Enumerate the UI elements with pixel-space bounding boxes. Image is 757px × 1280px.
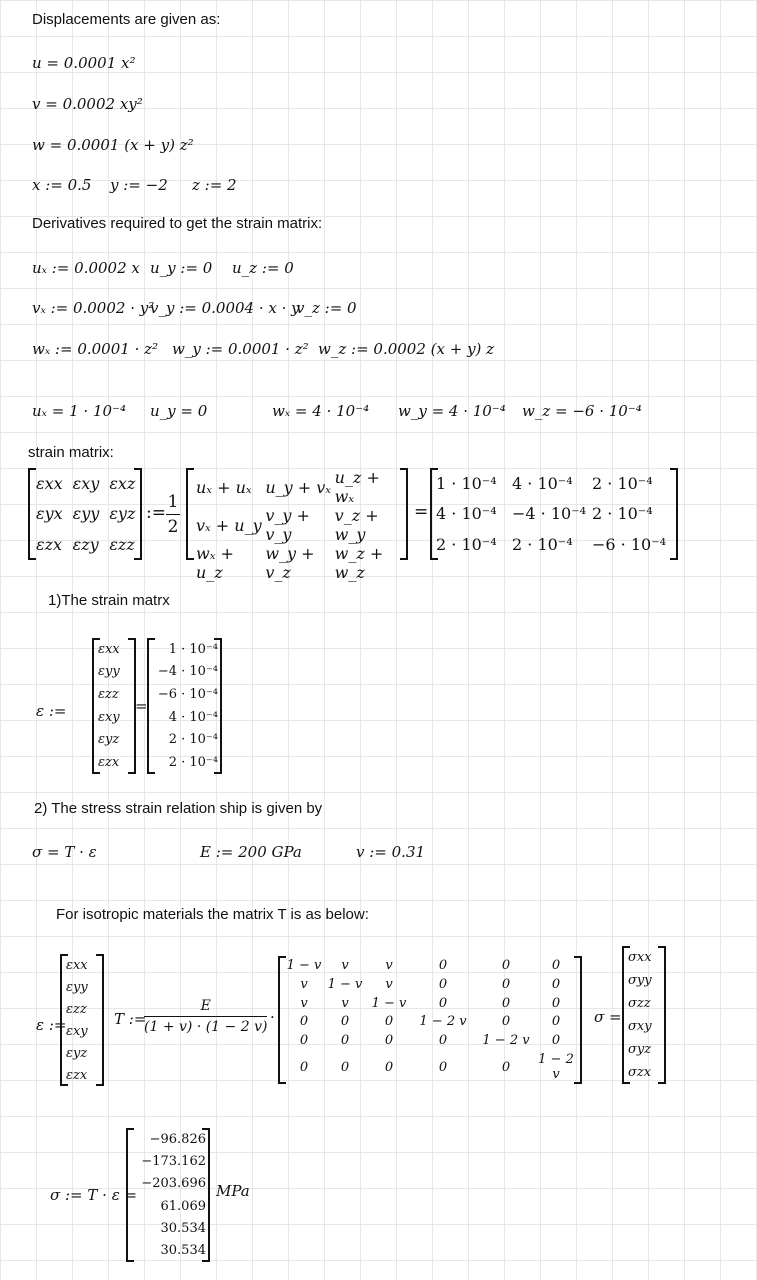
poisson-ratio: v := 0.31 <box>356 843 426 861</box>
bracket <box>202 1128 210 1262</box>
deriv-wx: wₓ := 0.0001 · z² <box>32 340 159 358</box>
eval-wz: w_z = −6 · 10⁻⁴ <box>522 402 642 420</box>
val-y: y := −2 <box>110 176 168 194</box>
vector-cell: 2 · 10⁻⁴ <box>168 755 218 771</box>
assign-operator: := <box>146 503 166 523</box>
vector-cell: εyy <box>66 979 88 995</box>
eval-uy: u_y = 0 <box>150 402 208 420</box>
eps-vector-2 <box>66 954 100 1086</box>
matrix-cell: εxx <box>36 473 63 493</box>
matrix-cell: 0 <box>551 995 561 1011</box>
matrix-cell: 1 · 10⁻⁴ <box>436 473 497 493</box>
matrix-cell: v <box>385 957 393 973</box>
bracket <box>658 946 666 1084</box>
vector-cell: 4 · 10⁻⁴ <box>168 709 218 725</box>
T-num: E <box>200 998 211 1014</box>
vector-cell: 2 · 10⁻⁴ <box>168 732 218 748</box>
matrix-cell: v <box>300 995 308 1011</box>
bracket <box>214 638 222 774</box>
vector-cell: −4 · 10⁻⁴ <box>157 664 218 680</box>
matrix-cell: εxz <box>109 473 136 493</box>
matrix-cell: v <box>341 995 349 1011</box>
eps-def-2: ε := <box>36 1016 67 1034</box>
vector-cell: 1 · 10⁻⁴ <box>168 641 218 657</box>
eps-values <box>152 638 218 774</box>
disp-w: w = 0.0001 (x + y) z² <box>32 136 194 154</box>
vector-cell: −203.696 <box>141 1176 206 1192</box>
matrix-cell: −6 · 10⁻⁴ <box>592 535 667 555</box>
vector-cell: σzz <box>628 996 651 1011</box>
matrix-cell: εyz <box>109 504 136 524</box>
matrix-cell: u_z + wₓ <box>334 468 380 506</box>
equals-sign: = <box>135 697 148 715</box>
heading-displacements: Displacements are given as: <box>32 11 221 28</box>
T-def: T := <box>114 1010 147 1028</box>
matrix-cell: v <box>385 976 393 992</box>
bracket <box>400 468 408 560</box>
val-x: x := 0.5 <box>32 176 92 194</box>
deriv-uz: u_z := 0 <box>232 259 294 277</box>
strain-result-matrix <box>436 468 672 560</box>
matrix-cell: 4 · 10⁻⁴ <box>436 504 497 524</box>
matrix-cell: εxy <box>72 473 100 493</box>
bracket <box>670 468 678 560</box>
matrix-cell: 2 · 10⁻⁴ <box>512 535 573 555</box>
eps-vector <box>98 638 132 774</box>
matrix-cell: εyy <box>72 504 100 524</box>
matrix-cell: εzy <box>72 535 99 555</box>
sigma-vector <box>628 946 662 1084</box>
deriv-uy: u_y := 0 <box>150 259 213 277</box>
fraction-line <box>166 514 180 515</box>
vector-cell: εxx <box>98 641 120 657</box>
val-z: z := 2 <box>192 176 237 194</box>
matrix-cell: 0 <box>501 1059 511 1075</box>
half-den: 2 <box>167 517 179 537</box>
matrix-cell: 0 <box>438 976 448 992</box>
sigma-relation: σ = T · ε <box>32 843 97 861</box>
matrix-cell: 0 <box>384 1033 394 1049</box>
matrix-cell: 1 − 2 v <box>538 1052 574 1083</box>
matrix-cell: 0 <box>551 976 561 992</box>
sigma-values <box>132 1128 206 1262</box>
matrix-cell: 0 <box>501 995 511 1011</box>
matrix-cell: w_y + v_z <box>265 544 315 582</box>
vector-cell: 30.534 <box>160 1220 206 1236</box>
matrix-cell: uₓ + uₓ <box>196 477 252 497</box>
heading-derivatives: Derivatives required to get the strain matrix: <box>32 215 323 232</box>
matrix-cell: 0 <box>438 995 448 1011</box>
matrix-cell: vₓ + u_y <box>196 515 262 535</box>
matrix-cell: εzx <box>36 535 63 555</box>
sigma-eq: σ = <box>594 1008 622 1026</box>
vector-cell: εxx <box>66 957 88 973</box>
heading-strain: 1)The strain matrx <box>48 592 170 609</box>
matrix-cell: 2 · 10⁻⁴ <box>436 535 497 555</box>
vector-cell: 61.069 <box>160 1198 206 1214</box>
matrix-cell: εzz <box>109 535 135 555</box>
T-matrix <box>284 956 574 1084</box>
deriv-vx: vₓ := 0.0002 · y² <box>32 299 155 317</box>
heading-iso: For isotropic materials the matrix T is as below: <box>56 906 369 923</box>
matrix-cell: wₓ + u_z <box>196 544 234 582</box>
matrix-cell: v_z + w_y <box>334 506 379 544</box>
deriv-vz: v_z := 0 <box>296 299 357 317</box>
vector-cell: εxy <box>66 1023 88 1039</box>
matrix-cell: 1 − v <box>371 995 407 1011</box>
matrix-cell: 0 <box>299 1059 309 1075</box>
bracket <box>574 956 582 1084</box>
vector-cell: εzx <box>98 755 120 771</box>
eval-ux: uₓ = 1 · 10⁻⁴ <box>32 402 126 420</box>
heading-strain-matrix: strain matrix: <box>28 444 114 461</box>
bracket <box>186 468 194 560</box>
vector-cell: εzz <box>98 687 119 703</box>
deriv-wy: w_y := 0.0001 · z² <box>172 340 309 358</box>
matrix-cell: 0 <box>551 957 561 973</box>
heading-stress: 2) The stress strain relation ship is given by <box>34 800 323 817</box>
vector-cell: −96.826 <box>149 1131 206 1147</box>
fraction-line <box>144 1016 267 1017</box>
vector-cell: 30.534 <box>160 1243 206 1259</box>
matrix-cell: u_y + vₓ <box>265 477 331 497</box>
dot-operator: · <box>270 1008 275 1026</box>
deriv-wz: w_z := 0.0002 (x + y) z <box>318 340 495 358</box>
strain-mid-matrix <box>196 468 404 582</box>
bracket <box>96 954 104 1086</box>
matrix-cell: 0 <box>551 1033 561 1049</box>
matrix-cell: 0 <box>501 1014 511 1030</box>
matrix-cell: 0 <box>438 957 448 973</box>
matrix-cell: 1 − v <box>286 957 322 973</box>
vector-cell: −173.162 <box>141 1153 206 1169</box>
matrix-cell: w_z + w_z <box>334 544 384 582</box>
matrix-cell: 0 <box>340 1033 350 1049</box>
vector-cell: σyy <box>628 973 652 988</box>
T-den: (1 + v) · (1 − 2 v) <box>144 1019 268 1035</box>
matrix-cell: v_y + v_y <box>265 506 310 544</box>
matrix-cell: εyx <box>36 504 63 524</box>
matrix-cell: 0 <box>340 1014 350 1030</box>
vector-cell: −6 · 10⁻⁴ <box>157 687 218 703</box>
vector-cell: σyz <box>628 1042 652 1057</box>
matrix-cell: 0 <box>501 976 511 992</box>
matrix-cell: 0 <box>384 1059 394 1075</box>
disp-u: u = 0.0001 x² <box>32 54 136 72</box>
matrix-cell: 1 − 2 v <box>482 1033 530 1049</box>
vector-cell: εyz <box>98 732 120 748</box>
matrix-cell: 1 − v <box>327 976 363 992</box>
matrix-cell: 0 <box>438 1059 448 1075</box>
half-fraction <box>166 492 180 537</box>
vector-cell: εyz <box>66 1045 88 1061</box>
equals-sign: = <box>414 502 429 522</box>
matrix-cell: 4 · 10⁻⁴ <box>512 473 573 493</box>
matrix-cell: 1 − 2 v <box>419 1014 467 1030</box>
matrix-cell: 0 <box>340 1059 350 1075</box>
vector-cell: σxy <box>628 1019 652 1034</box>
eval-wx: wₓ = 4 · 10⁻⁴ <box>272 402 370 420</box>
T-fraction <box>144 998 267 1035</box>
matrix-cell: v <box>341 957 349 973</box>
matrix-cell: 0 <box>299 1014 309 1030</box>
bracket <box>134 468 142 560</box>
deriv-ux: uₓ := 0.0002 x <box>32 259 140 277</box>
matrix-cell: −4 · 10⁻⁴ <box>512 504 587 524</box>
matrix-cell: v <box>300 976 308 992</box>
vector-cell: εxy <box>98 709 120 725</box>
bracket <box>28 468 36 560</box>
matrix-cell: 0 <box>384 1014 394 1030</box>
deriv-vy: v_y := 0.0004 · x · y <box>150 299 300 317</box>
matrix-cell: 0 <box>438 1033 448 1049</box>
vector-cell: σzx <box>628 1065 652 1080</box>
strain-lhs-matrix <box>36 468 146 560</box>
vector-cell: εyy <box>98 664 120 680</box>
unit-mpa: MPa <box>216 1182 250 1200</box>
sigma-result-lhs: σ := T · ε = <box>50 1186 138 1204</box>
vector-cell: σxx <box>628 950 652 965</box>
youngs-modulus: E := 200 GPa <box>200 843 302 861</box>
matrix-cell: 2 · 10⁻⁴ <box>592 473 653 493</box>
matrix-cell: 0 <box>551 1014 561 1030</box>
eps-def: ε := <box>36 702 67 720</box>
eval-wy: w_y = 4 · 10⁻⁴ <box>398 402 506 420</box>
matrix-cell: 2 · 10⁻⁴ <box>592 504 653 524</box>
half-num: 1 <box>167 492 179 512</box>
vector-cell: εzz <box>66 1001 87 1017</box>
matrix-cell: 0 <box>299 1033 309 1049</box>
matrix-cell: 0 <box>501 957 511 973</box>
vector-cell: εzx <box>66 1067 88 1083</box>
disp-v: v = 0.0002 xy² <box>32 95 143 113</box>
